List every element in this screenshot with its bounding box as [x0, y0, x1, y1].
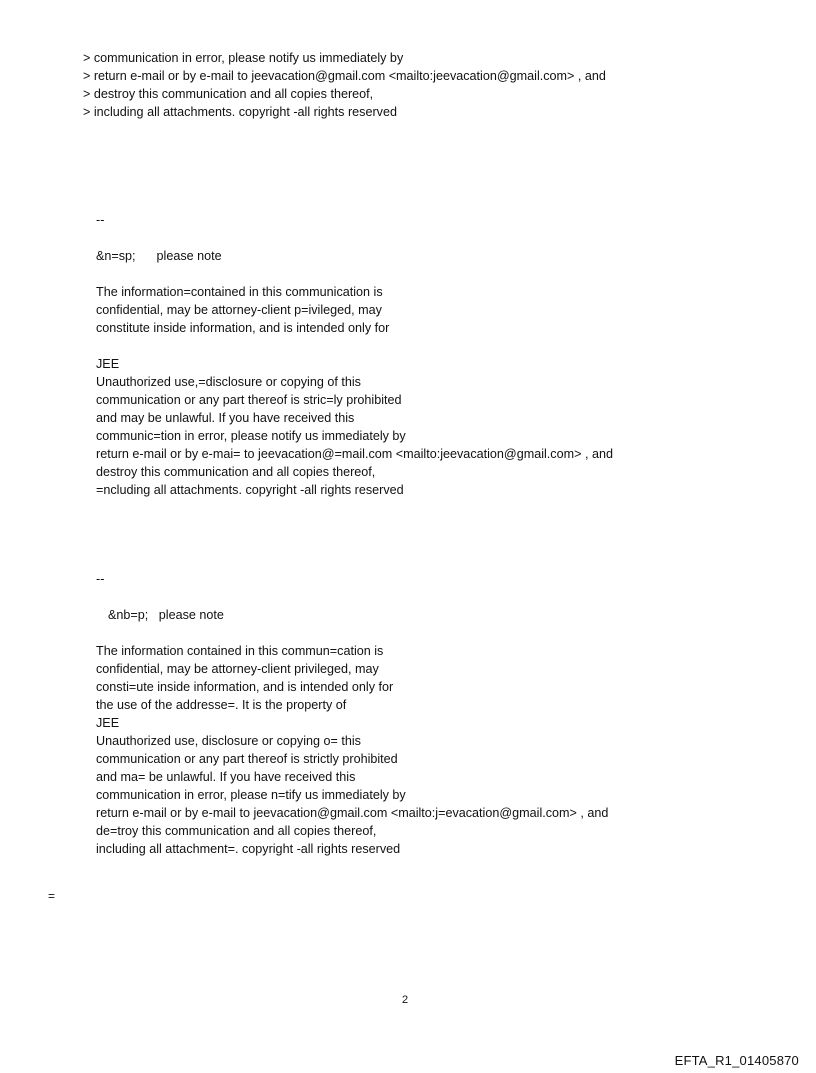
document-id: EFTA_R1_01405870 — [674, 1053, 799, 1068]
separator: -- — [96, 213, 105, 227]
disclaimer-line: =ncluding all attachments. copyright -all rights reserved — [96, 483, 404, 497]
disclaimer-line: the use of the addresse=. It is the property of — [96, 698, 347, 712]
disclaimer-line: confidential, may be attorney-client privileged, may — [96, 662, 379, 676]
disclaimer-line: constitute inside information, and is intended only for — [96, 321, 390, 335]
disclaimer-line: communication in error, please n=tify us immediately by — [96, 788, 406, 802]
disclaimer-line: communication or any part thereof is stric=ly prohibited — [96, 393, 402, 407]
disclaimer-line: JEE — [96, 716, 120, 730]
disclaimer-line: return e-mail or by e-mail to jeevacation@gmail.com <mailto:j=evacation@gmail.com> , and — [96, 806, 609, 820]
disclaimer-line: The information contained in this commun=cation is — [96, 644, 384, 658]
disclaimer-line: communic=tion in error, please notify us immediately by — [96, 429, 406, 443]
stray-equals-mark: = — [48, 889, 56, 903]
disclaimer-line: including all attachment=. copyright -all rights reserved — [96, 842, 401, 856]
disclaimer-line: de=troy this communication and all copies thereof, — [96, 824, 377, 838]
disclaimer-line: and may be unlawful. If you have received this — [96, 411, 355, 425]
quoted-line-1: > communication in error, please notify us immediately by — [83, 51, 404, 65]
disclaimer-line: consti=ute inside information, and is intended only for — [96, 680, 394, 694]
please-note-line: &n=sp; please note — [96, 249, 222, 263]
disclaimer-line: and ma= be unlawful. If you have received this — [96, 770, 356, 784]
disclaimer-line: return e-mail or by e-mai= to jeevacation@=mail.com <mailto:jeevacation@gmail.com> , and — [96, 447, 613, 461]
page-number: 2 — [402, 994, 409, 1006]
disclaimer-line: JEE — [96, 357, 120, 371]
please-note-line: &nb=p; please note — [108, 608, 224, 622]
quoted-line-4: > including all attachments. copyright -all rights reserved — [83, 105, 397, 119]
disclaimer-line: Unauthorized use,=disclosure or copying of this — [96, 375, 361, 389]
disclaimer-line: communication or any part thereof is strictly prohibited — [96, 752, 398, 766]
disclaimer-line: Unauthorized use, disclosure or copying o= this — [96, 734, 361, 748]
disclaimer-line: confidential, may be attorney-client p=ivileged, may — [96, 303, 382, 317]
disclaimer-line: destroy this communication and all copies thereof, — [96, 465, 376, 479]
separator: -- — [96, 572, 105, 586]
disclaimer-line: The information=contained in this communication is — [96, 285, 383, 299]
quoted-line-3: > destroy this communication and all copies thereof, — [83, 87, 374, 101]
quoted-line-2: > return e-mail or by e-mail to jeevacation@gmail.com <mailto:jeevacation@gmail.com> , and — [83, 69, 606, 83]
